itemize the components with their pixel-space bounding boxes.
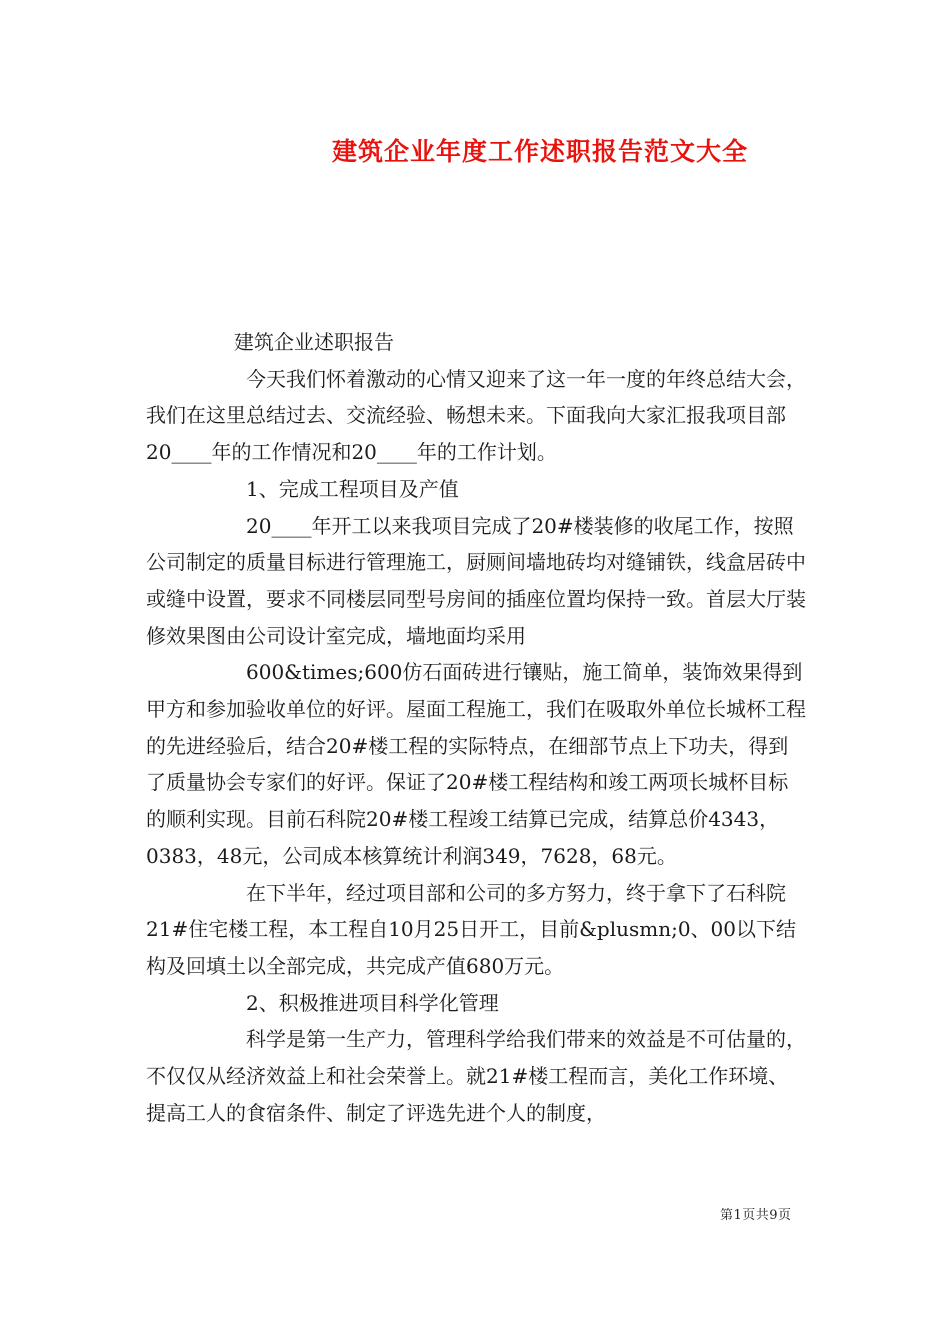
section-heading-1: 1、完成工程项目及产值 xyxy=(246,476,459,501)
document-body xyxy=(146,324,806,1131)
report-subtitle: 建筑企业述职报告 xyxy=(234,330,394,354)
paragraph-second-half: 在下半年，经过项目部和公司的多方努力，终于拿下了石科院21#住宅楼工程，本工程自10月25日开工，目前&plusmn;0、00以下结构及回填土以全部完成，共完成产值680万元。 xyxy=(146,880,797,978)
paragraph-projects: 20____年开工以来我项目完成了20#楼装修的收尾工作，按照公司制定的质量目标进行管理施工，厨厕间墙地砖均对缝铺铁，线盒居砖中或缝中设置，要求不同楼层同型号房间的插座位置均保持一致。首层大厅装修效果图由公司设计室完成，墙地面均采用 xyxy=(146,513,806,648)
section-heading-2: 2、积极推进项目科学化管理 xyxy=(246,990,499,1015)
paragraph-intro: 今天我们怀着激动的心情又迎来了这一年一度的年终总结大会，我们在这里总结过去、交流经验、畅想未来。下面我向大家汇报我项目部20____年的工作情况和20____年的工作计划。 xyxy=(146,366,806,465)
paragraph-tiles: 600&times;600仿石面砖进行镶贴，施工简单，装饰效果得到甲方和参加验收单位的好评。屋面工程施工，我们在吸取外单位长城杯工程的先进经验后，结合20#楼工程的实际特点，在细部节点上下功夫，得到了质量协会专家们的好评。保证了20#楼工程结构和竣工两项长城杯目标的顺利实现。目前石科院20#楼工程竣工结算已完成，结算总价4343，0383，48元，公司成本核算统计利润349，7628，68元。 xyxy=(146,660,806,868)
paragraph-management: 科学是第一生产力，管理科学给我们带来的效益是不可估量的，不仅仅从经济效益上和社会荣誉上。就21#楼工程而言，美化工作环境、提高工人的食宿条件、制定了评选先进个人的制度， xyxy=(146,1027,806,1125)
page-number: 第1页共9页 xyxy=(720,1208,792,1223)
document-title: 建筑企业年度工作述职报告范文大全 xyxy=(331,137,748,166)
